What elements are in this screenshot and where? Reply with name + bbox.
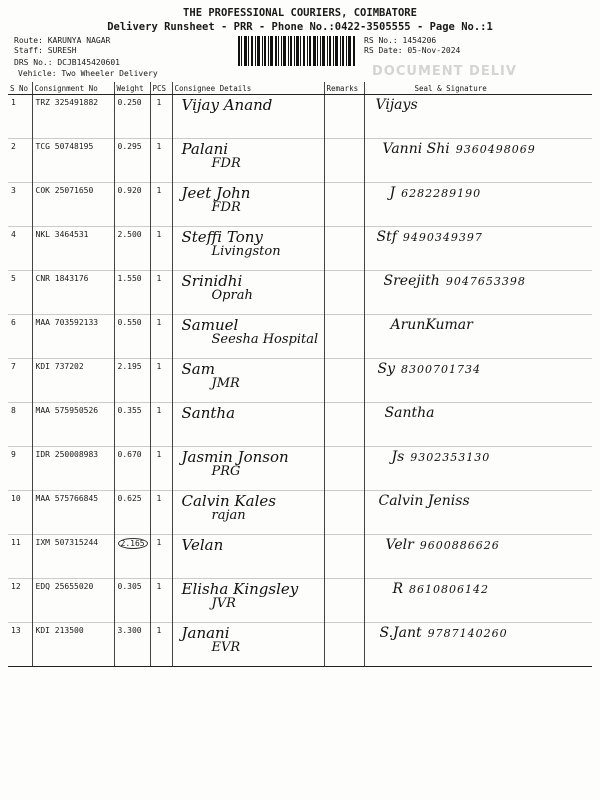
table-header-row (8, 82, 592, 95)
sno-cell: 2 (8, 139, 32, 183)
consignee-name: Janani (181, 624, 230, 642)
table-row (8, 403, 592, 447)
pcs-cell: 1 (150, 227, 172, 271)
consignee-location: Oprah (211, 288, 253, 303)
consignee-cell (172, 227, 324, 271)
remarks-cell (324, 491, 364, 535)
table-row (8, 535, 592, 579)
weight-value: 0.250 (117, 98, 142, 107)
receiver-signature: Stf (376, 230, 397, 245)
weight-cell (114, 447, 150, 491)
drs-number: DRS No.: DCJB145420601 (14, 58, 120, 67)
weight-cell (114, 359, 150, 403)
table-row (8, 447, 592, 491)
consignee-cell (172, 535, 324, 579)
weight-value: 2.500 (117, 230, 142, 239)
consignee-cell (172, 579, 324, 623)
receiver-signature: Calvin Jeniss (378, 494, 470, 509)
remarks-cell (324, 359, 364, 403)
consignment-no: IDR 250008983 (32, 447, 114, 491)
consignment-no: KDI 737202 (32, 359, 114, 403)
consignee-cell (172, 623, 324, 667)
receiver-phone: 9047653398 (445, 275, 526, 288)
weight-value: 0.920 (117, 186, 142, 195)
remarks-cell (324, 579, 364, 623)
signature-cell (364, 315, 592, 359)
remarks-cell (324, 315, 364, 359)
signature-cell (364, 359, 592, 403)
company-title: THE PROFESSIONAL COURIERS, COIMBATORE (183, 7, 417, 19)
consignment-no: TRZ 325491882 (32, 95, 114, 139)
signature-cell (364, 579, 592, 623)
consignee-name: Calvin Kales (181, 492, 276, 510)
consignment-no: COK 25071650 (32, 183, 114, 227)
signature-cell (364, 403, 592, 447)
vehicle-info: Vehicle: Two Wheeler Delivery (18, 69, 158, 78)
signature-cell (364, 227, 592, 271)
consignee-location: JMR (211, 376, 240, 391)
weight-cell (114, 579, 150, 623)
remarks-cell (324, 535, 364, 579)
col-remarks: Remarks (324, 82, 364, 95)
remarks-cell (324, 403, 364, 447)
weight-value: 0.305 (117, 582, 142, 591)
pcs-cell: 1 (150, 535, 172, 579)
consignee-name: Jeet John (181, 184, 251, 202)
receiver-signature: Velr (385, 538, 414, 553)
weight-cell (114, 139, 150, 183)
consignee-location: rajan (211, 508, 246, 523)
table-row (8, 139, 592, 183)
signature-cell (364, 535, 592, 579)
consignee-cell (172, 315, 324, 359)
sno-cell: 5 (8, 271, 32, 315)
pcs-cell: 1 (150, 447, 172, 491)
route-info: Route: KARUNYA NAGAR (14, 36, 111, 45)
receiver-signature: Js (391, 450, 405, 465)
table-row (8, 183, 592, 227)
receiver-signature: Vanni Shi (382, 142, 450, 157)
consignee-cell (172, 183, 324, 227)
consignment-no: MAA 575950526 (32, 403, 114, 447)
remarks-cell (324, 447, 364, 491)
receiver-phone: 8610806142 (409, 583, 490, 596)
signature-cell (364, 447, 592, 491)
runsheet-subtitle: Delivery Runsheet - PRR - Phone No.:0422-3505555 - Page No.:1 (107, 21, 493, 33)
weight-cell (114, 315, 150, 359)
receiver-signature: Vijays (375, 98, 418, 113)
sno-cell: 3 (8, 183, 32, 227)
weight-value: 1.550 (117, 274, 142, 283)
consignee-cell (172, 491, 324, 535)
sno-cell: 7 (8, 359, 32, 403)
receiver-signature: Sy (377, 362, 395, 377)
receiver-signature: R (392, 582, 404, 597)
consignee-location: Livingston (211, 244, 281, 259)
consignee-cell (172, 403, 324, 447)
pcs-cell: 1 (150, 95, 172, 139)
runsheet-table (8, 82, 592, 667)
pcs-cell: 1 (150, 491, 172, 535)
col-sno: S No (8, 82, 32, 95)
receiver-phone: 9600886626 (419, 539, 500, 552)
consignee-name: Samuel (181, 316, 239, 334)
signature-cell (364, 491, 592, 535)
weight-value: 0.550 (117, 318, 142, 327)
table-row (8, 623, 592, 667)
staff-info: Staff: SURESH (14, 46, 77, 55)
consignee-location: FDR (211, 200, 241, 215)
consignee-location: Seesha Hospital (211, 332, 319, 347)
receiver-signature: S.Jant (379, 626, 422, 641)
table-row (8, 579, 592, 623)
receiver-signature: J (389, 186, 396, 201)
weight-value: 3.300 (117, 626, 142, 635)
consignee-location: JVR (211, 596, 236, 611)
signature-cell (364, 623, 592, 667)
signature-cell (364, 139, 592, 183)
consignee-name: Vijay Anand (181, 96, 273, 114)
consignee-name: Steffi Tony (181, 228, 263, 246)
rs-number: RS No.: 1454206 (364, 36, 437, 45)
consignee-location: EVR (211, 640, 241, 655)
consignment-no: MAA 703592133 (32, 315, 114, 359)
consignee-cell (172, 447, 324, 491)
weight-value: 0.625 (117, 494, 142, 503)
col-signature: Seal & Signature (364, 82, 592, 95)
pcs-cell: 1 (150, 271, 172, 315)
weight-value: 0.355 (117, 406, 142, 415)
consignee-name: Velan (181, 536, 224, 554)
consignment-no: EDQ 25655020 (32, 579, 114, 623)
pcs-cell: 1 (150, 139, 172, 183)
col-consignment: Consignment No (32, 82, 114, 95)
weight-value: 0.295 (117, 142, 142, 151)
weight-cell (114, 271, 150, 315)
remarks-cell (324, 139, 364, 183)
weight-value: 0.670 (117, 450, 142, 459)
weight-cell (114, 227, 150, 271)
sno-cell: 12 (8, 579, 32, 623)
pcs-cell: 1 (150, 315, 172, 359)
table-row (8, 95, 592, 139)
col-weight: Weight (114, 82, 150, 95)
pcs-cell: 1 (150, 183, 172, 227)
consignment-no: KDI 213500 (32, 623, 114, 667)
weight-cell (114, 623, 150, 667)
consignee-name: Palani (181, 140, 229, 158)
col-consignee: Consignee Details (172, 82, 324, 95)
pcs-cell: 1 (150, 623, 172, 667)
sno-cell: 6 (8, 315, 32, 359)
consignee-name: Jasmin Jonson (181, 448, 289, 466)
consignment-no: NKL 3464531 (32, 227, 114, 271)
consignee-cell (172, 359, 324, 403)
weight-cell (114, 403, 150, 447)
receiver-phone: 9360498069 (455, 143, 536, 156)
remarks-cell (324, 623, 364, 667)
sno-cell: 8 (8, 403, 32, 447)
weight-cell (114, 183, 150, 227)
signature-cell (364, 271, 592, 315)
table-row (8, 227, 592, 271)
table-row (8, 315, 592, 359)
sno-cell: 10 (8, 491, 32, 535)
sno-cell: 4 (8, 227, 32, 271)
consignee-cell (172, 271, 324, 315)
consignment-no: CNR 1843176 (32, 271, 114, 315)
consignee-cell (172, 139, 324, 183)
consignee-name: Srinidhi (181, 272, 243, 290)
consignee-name: Sam (181, 360, 215, 378)
weight-cell (114, 491, 150, 535)
consignee-location: FDR (211, 156, 241, 171)
document-delivery-stamp: DOCUMENT DELIV (372, 64, 517, 79)
receiver-signature: ArunKumar (390, 318, 473, 333)
remarks-cell (324, 271, 364, 315)
table-row (8, 359, 592, 403)
remarks-cell (324, 95, 364, 139)
col-pcs: PCS (150, 82, 172, 95)
barcode-image (238, 36, 356, 66)
consignee-name: Santha (181, 404, 236, 422)
pcs-cell: 1 (150, 403, 172, 447)
sno-cell: 9 (8, 447, 32, 491)
consignment-no: IXM 507315244 (32, 535, 114, 579)
table-row (8, 491, 592, 535)
pcs-cell: 1 (150, 359, 172, 403)
signature-cell (364, 95, 592, 139)
remarks-cell (324, 227, 364, 271)
signature-cell (364, 183, 592, 227)
consignment-no: TCG 50748195 (32, 139, 114, 183)
receiver-phone: 9302353130 (410, 451, 491, 464)
consignee-cell (172, 95, 324, 139)
consignment-no: MAA 575766845 (32, 491, 114, 535)
consignee-name: Elisha Kingsley (181, 580, 299, 598)
weight-cell (114, 95, 150, 139)
consignee-location: PRG (211, 464, 241, 479)
remarks-cell (324, 183, 364, 227)
receiver-signature: Sreejith (383, 274, 440, 289)
sno-cell: 13 (8, 623, 32, 667)
receiver-phone: 6282289190 (401, 187, 482, 200)
weight-value: 2.195 (117, 362, 142, 371)
sno-cell: 1 (8, 95, 32, 139)
weight-cell (114, 535, 150, 579)
receiver-phone: 8300701734 (401, 363, 481, 376)
receiver-phone: 9490349397 (402, 231, 483, 244)
pcs-cell: 1 (150, 579, 172, 623)
sno-cell: 11 (8, 535, 32, 579)
rs-date: RS Date: 05-Nov-2024 (364, 46, 461, 55)
table-row (8, 271, 592, 315)
receiver-signature: Santha (384, 406, 435, 421)
receiver-phone: 9787140260 (427, 627, 508, 640)
weight-value: 2.165 (118, 538, 148, 549)
